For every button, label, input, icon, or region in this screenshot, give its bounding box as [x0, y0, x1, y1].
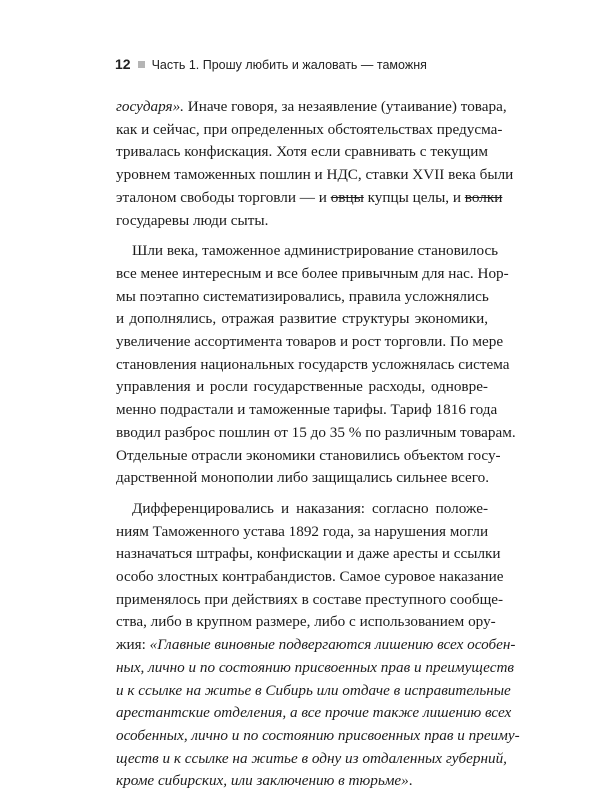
text-line: государевы люди сыты.: [116, 211, 269, 229]
quote-line: [116, 657, 515, 680]
text-line: все менее интересным и все более привычным для нас. Нор-: [116, 264, 509, 282]
paragraph-2: [116, 240, 516, 490]
text-line: вводил разброс пошлин от 15 до 35 % по различным товарам.: [116, 423, 516, 441]
paragraph-1: [116, 96, 514, 232]
italic-fragment: «Главные виновные подвергаются лишению всех особен-: [149, 636, 516, 654]
text-line: менно подрастали и таможенные тарифы. Тариф 1816 года: [116, 401, 498, 419]
text-line: Дифференцировались и наказания: согласно положе-: [132, 499, 488, 517]
italic-fragment: ных, лично и по состоянию присвоенных прав и преимуществ: [116, 658, 515, 676]
text-line: становления национальных государств усложнялась система: [116, 355, 510, 373]
page-body: [116, 96, 520, 793]
text-line: Шли века, таможенное администрирование становилось: [132, 242, 499, 260]
text-fragment: купцы целы, и: [363, 188, 465, 206]
italic-fragment: ществ и к ссылке на житье в одну из отдаленных губерний,: [116, 749, 507, 767]
text-fragment: Иначе говоря, за незаявление (утаивание) товара,: [183, 98, 507, 115]
square-bullet-icon: [138, 61, 145, 68]
text-fragment: .: [408, 772, 413, 790]
quote-line: [116, 725, 520, 748]
italic-fragment: особенных, лично и по состоянию присвоенных прав и преиму-: [116, 726, 520, 744]
strikethrough-word: овцы: [330, 188, 364, 206]
page-number: 12: [115, 56, 131, 72]
italic-fragment: кроме сибирских, или заключению в тюрьме»: [116, 772, 409, 790]
text-line: увеличение ассортимента товаров и рост торговли. По мере: [116, 333, 504, 351]
text-line: дарственной монополии либо защищались сильнее всего.: [116, 469, 490, 487]
text-line: применялось при действиях в составе преступного сообще-: [116, 590, 504, 608]
italic-fragment: и к ссылке на житье в Сибирь или отдаче в исправительные: [116, 681, 511, 699]
quote-line: [116, 680, 511, 703]
text-line: особо злостных контрабандистов. Самое суровое наказание: [116, 568, 504, 586]
text-line: [116, 187, 503, 210]
text-line: Отдельные отрасли экономики становились объектом госу-: [116, 446, 501, 464]
text-line: уровнем таможенных пошлин и НДС, ставки XVII века были: [116, 166, 514, 184]
strikethrough-word: волки: [464, 188, 503, 206]
text-line: тривалась конфискация. Хотя если сравнивать с текущим: [116, 143, 488, 161]
text-line: мы поэтапно систематизировались, правила усложнялись: [116, 287, 489, 305]
text-fragment: эталоном свободы торговли — и: [116, 188, 331, 206]
text-line: ства, либо в крупном размере, либо с использованием ору-: [116, 613, 496, 631]
text-line: [116, 634, 516, 657]
italic-fragment: арестантские отделения, а все прочие также лишению всех: [116, 704, 512, 722]
running-header: [115, 56, 427, 72]
text-fragment: жия:: [116, 636, 150, 654]
running-title: Часть 1. Прошу любить и жаловать — таможня: [151, 58, 427, 72]
text-line: назначаться штрафы, конфискации и даже аресты и ссылки: [116, 545, 501, 563]
quote-line: [116, 702, 512, 725]
text-line: управления и росли государственные расходы, одновре-: [116, 378, 488, 396]
italic-fragment: государя».: [116, 98, 184, 115]
quote-line: [116, 748, 507, 771]
text-line: [116, 96, 507, 119]
text-line: ниям Таможенного устава 1892 года, за нарушения могли: [116, 522, 489, 540]
text-line: и дополнялись, отражая развитие структуры экономики,: [116, 310, 488, 328]
paragraph-3: [116, 498, 520, 793]
text-line: как и сейчас, при определенных обстоятельствах предусма-: [116, 120, 503, 138]
quote-line: [116, 770, 488, 793]
